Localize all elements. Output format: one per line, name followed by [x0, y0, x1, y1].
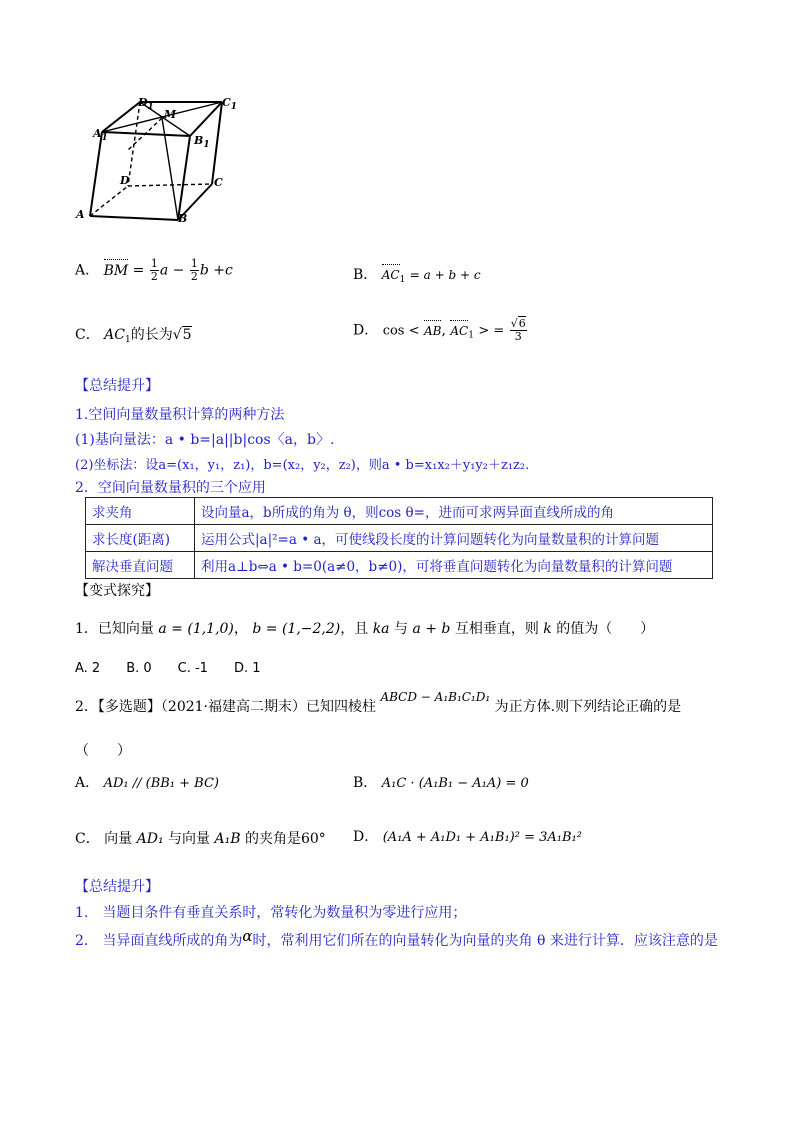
variant-q1-options: A. 2 B. 0 C. -1 D. 1	[75, 661, 261, 676]
summary-line-2: (1)基向量法：a • b=|a||b|cos〈a，b〉.	[75, 432, 335, 448]
summary-heading-1: 【总结提升】	[75, 378, 159, 394]
label-B1: $B_1$	[194, 134, 210, 150]
table-row	[86, 498, 713, 525]
label-D1: $D_1$	[138, 96, 154, 112]
label-A: A	[76, 208, 85, 221]
label-D: D	[120, 174, 130, 187]
summary2-line-2: 2. 当异面直线所成的角为α时，常利用它们所在的向量转化为向量的夹角 θ 来进行计算．应该注意的是	[75, 927, 718, 949]
label-C1: $C_1$	[222, 96, 238, 112]
edge-C1-B1	[190, 102, 222, 136]
hidden-edge-D-C	[128, 184, 212, 186]
edge-B1-B	[178, 136, 190, 220]
option-b: B． $AC_1 = a + b + c$	[353, 267, 481, 285]
q2-option-a: A． AD₁ // (BB₁ + BC)	[75, 775, 219, 791]
q2-option-c: C． 向量 AD₁ 与向量 A₁B 的夹角是60°	[75, 831, 326, 847]
option-c: C． $AC_1$的长为√5	[75, 327, 192, 345]
variant-q2-paren: （ ）	[75, 743, 131, 759]
summary-line-3: (2)坐标法：设a=(x₁，y₁，z₁)，b=(x₂，y₂，z₂)，则a • b=x₁x₂＋y₁y₂＋z₁z₂.	[75, 458, 530, 473]
variant-q2: 2．【多选题】（2021·福建高二期末）已知四棱柱 ABCD − A₁B₁C₁D₁ 为正方体.则下列结论正确的是	[75, 690, 682, 715]
table-value: 利用a⊥b⇔a • b=0(a≠0，b≠0)，可将垂直问题转化为向量数量积的计算问题	[195, 552, 713, 579]
table-row	[86, 552, 713, 579]
edge-A1-A	[90, 132, 102, 216]
label-C: C	[214, 176, 223, 189]
q2-option-d: D． (A₁A + A₁D₁ + A₁B₁)² = 3A₁B₁²	[353, 829, 582, 845]
application-table	[85, 497, 713, 579]
edge-A-B	[90, 216, 178, 220]
summary-heading-2: 【总结提升】	[75, 879, 159, 895]
table-key: 求长度(距离)	[86, 525, 195, 552]
label-A1: $A_1$	[93, 127, 108, 143]
table-value: 运用公式|a|²=a • a，可使线段长度的计算问题转化为向量数量积的计算问题	[195, 525, 713, 552]
q2-option-b: B． A₁C · (A₁B₁ − A₁A) = 0	[353, 775, 529, 791]
hidden-edge-A-D	[90, 186, 128, 216]
label-M: M	[164, 108, 177, 121]
variant-heading: 【变式探究】	[75, 583, 159, 599]
label-B: B	[178, 212, 188, 225]
table-key: 解决垂直问题	[86, 552, 195, 579]
option-a: A． BM = $\frac{1}{2}$ a − $\frac{1}{2}$ b +c	[75, 257, 233, 283]
edge-C1-C	[212, 102, 222, 184]
summary-line-1: 1.空间向量数量积计算的两种方法	[75, 407, 285, 423]
table-key: 求夹角	[86, 498, 195, 525]
option-d: D． cos < AB, $AC_1$ > = $\frac{√6}{3}$	[353, 317, 526, 343]
table-value: 设向量a，b所成的角为 θ，则cos θ=，进而可求两异面直线所成的角	[195, 498, 713, 525]
table-row	[86, 525, 713, 552]
variant-q1: 1．已知向量 a = (1,1,0)， b = (1,−2,2)，且 ka 与 a + b 互相垂直，则 k 的值为（ ）	[75, 621, 655, 637]
summary-line-4: 2．空间向量数量积的三个应用	[75, 480, 266, 496]
summary2-line-1: 1. 当题目条件有垂直关系时，常转化为数量积为零进行应用；	[75, 905, 467, 921]
segment-M-B	[162, 118, 178, 220]
